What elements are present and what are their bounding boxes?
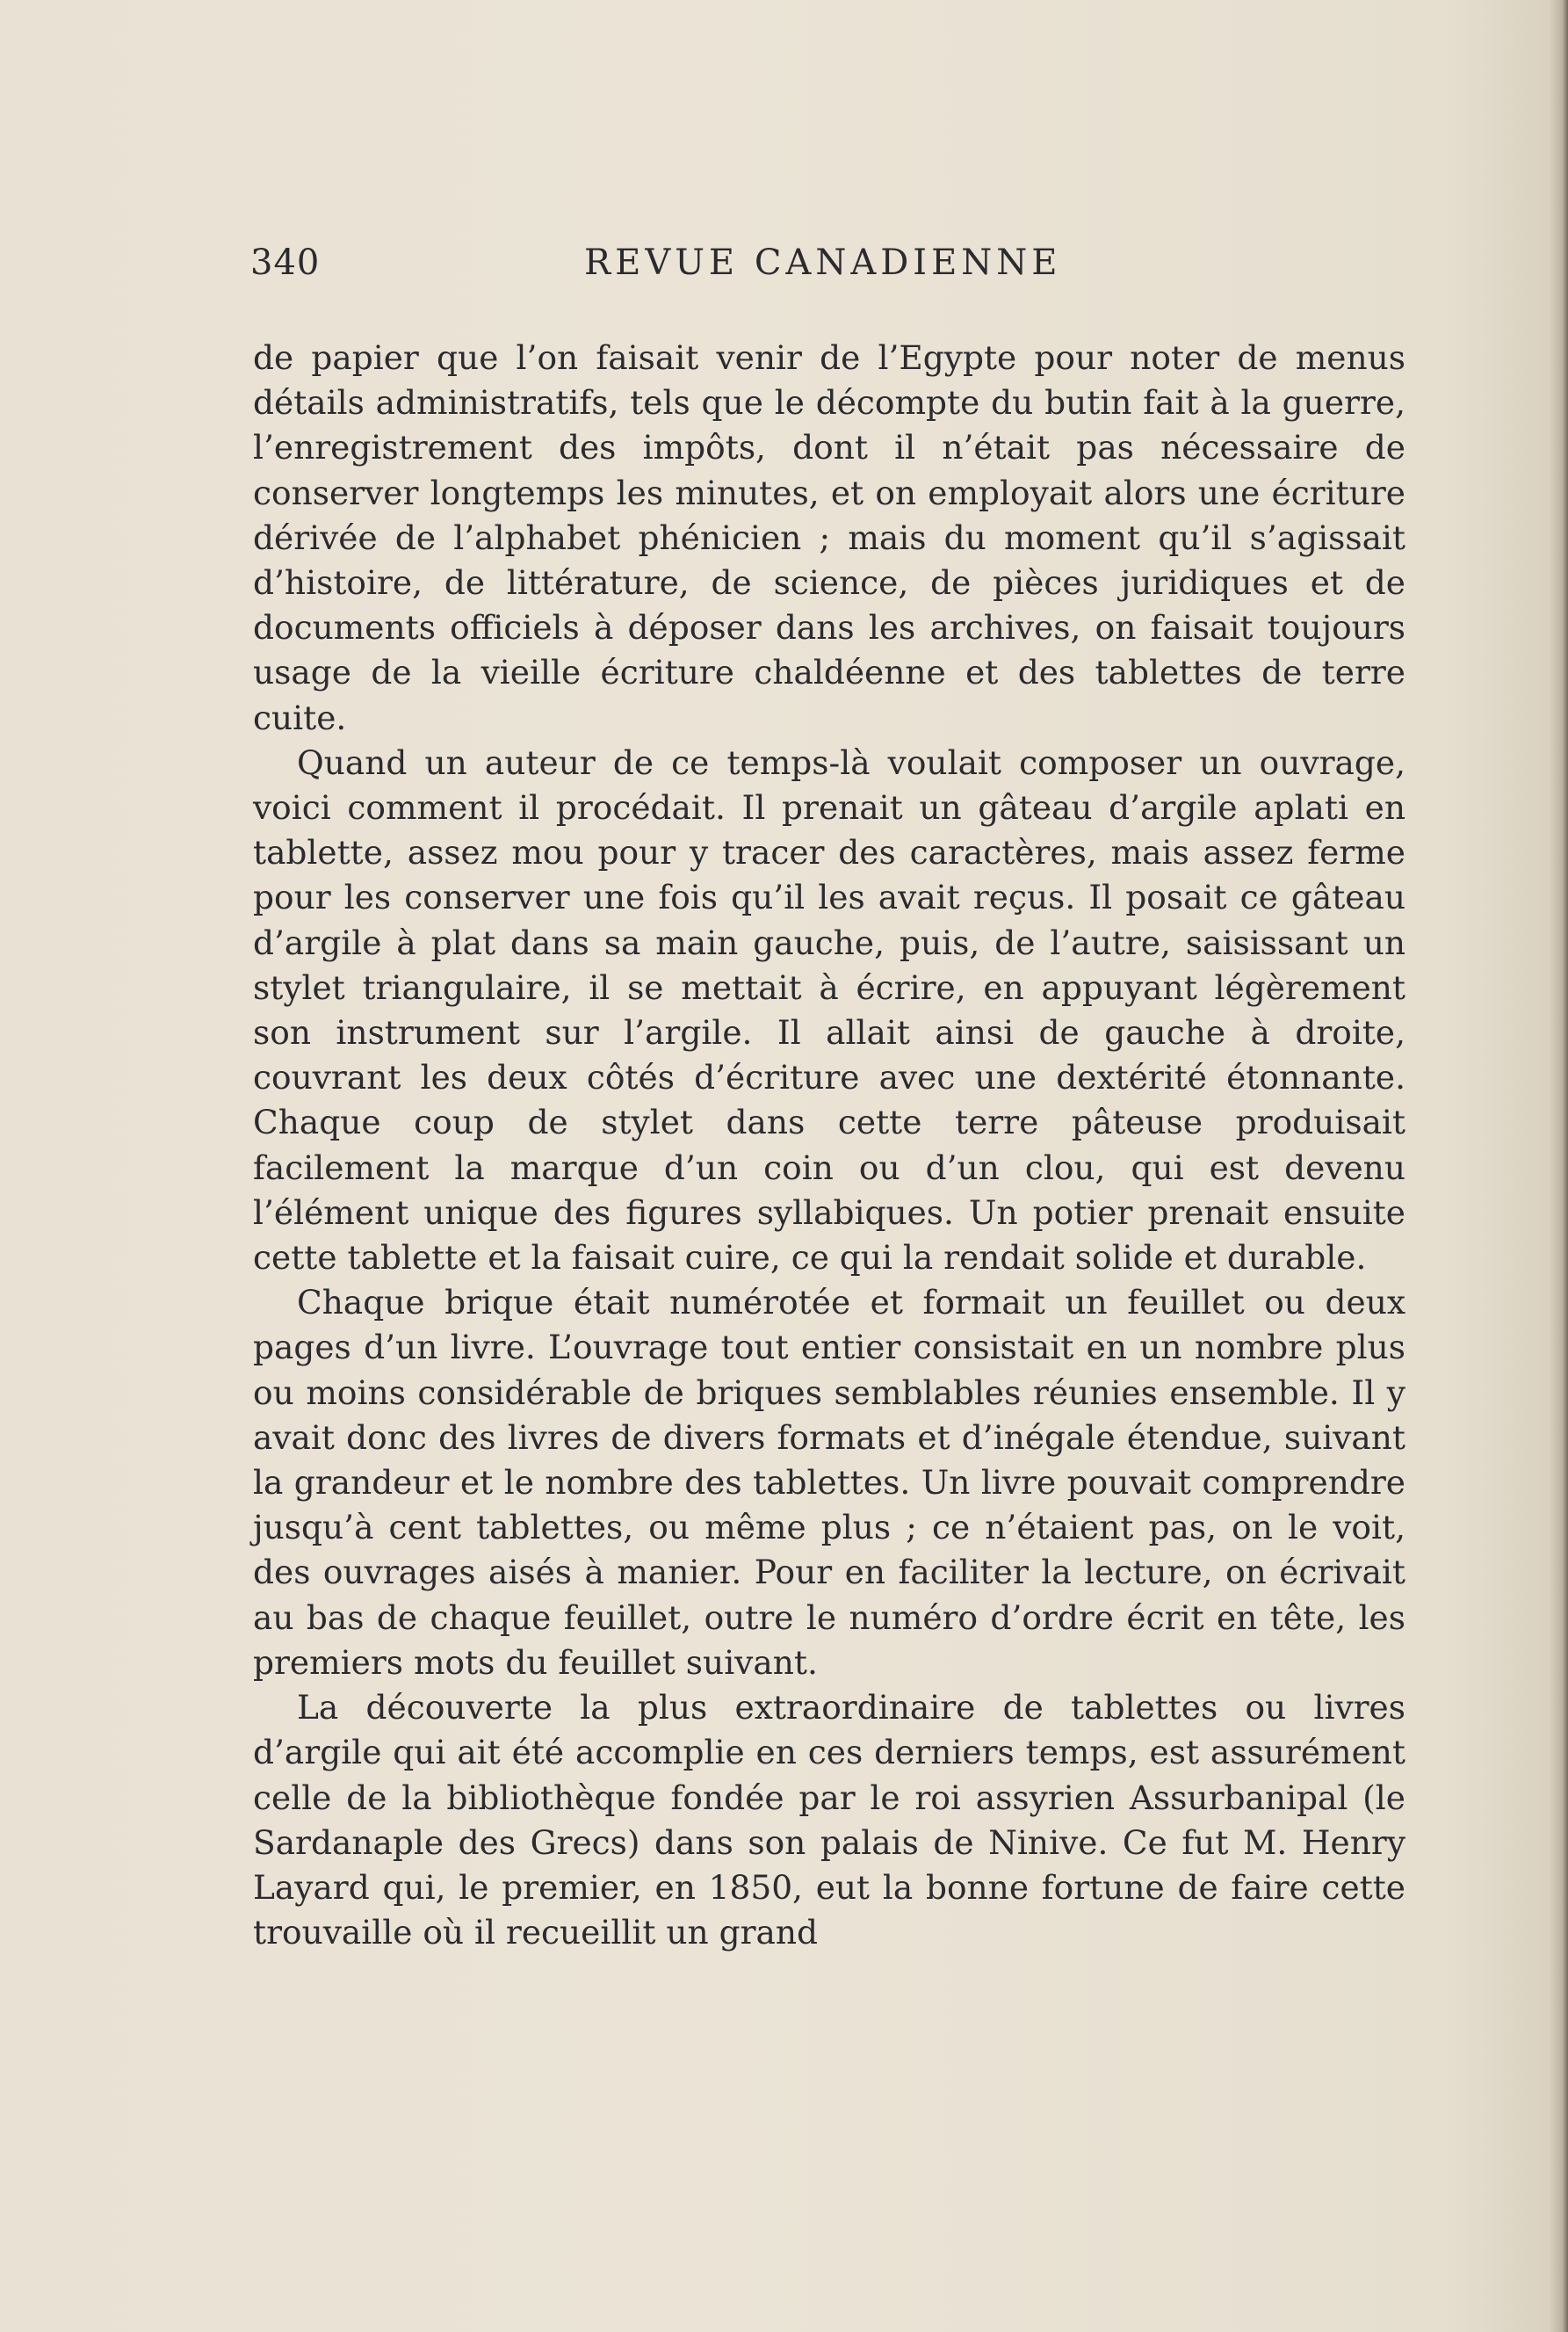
running-title: REVUE CANADIENNE [584, 243, 1062, 283]
paragraph: Chaque brique était numérotée et formait un feuillet ou deux pages d’un livre. L’ouvrage tout entier consistait en un nombre plus ou moins considérable de briques semblables réunies ensemble. Il y avait donc des livres de divers formats et d’inégale étendue, suivant la grandeur et le nombre des tablettes. Un livre pouvait comprendre jusqu’à cent tablettes, ou même plus ; ce n’étaient pas, on le voit, des ouvrages aisés à manier. Pour en faciliter la lecture, on écrivait au bas de chaque feuillet, outre le numéro d’ordre écrit en tête, les premiers mots du feuillet suivant. [253, 1283, 1405, 1682]
page-edge-shadow [1549, 0, 1568, 2332]
page-header [250, 243, 1427, 295]
body-text [253, 336, 1405, 1955]
page-number: 340 [250, 243, 321, 283]
paragraph: de papier que l’on faisait venir de l’Egypte pour noter de menus détails administratifs, tels que le décompte du butin fait à la guerre, l’enregistrement des impôts, dont il n’était pas nécessaire de conserver longtemps les minutes, et on employait alors une écriture dérivée de l’alphabet phénicien ; mais du moment qu’il s’agissait d’histoire, de littérature, de science, de pièces juridiques et de documents officiels à déposer dans les archives, on faisait toujours usage de la vieille écriture chaldéenne et des tablettes de terre cuite. [253, 338, 1405, 737]
paragraph: La découverte la plus extraordinaire de tablettes ou livres d’argile qui ait été accomplie en ces derniers temps, est assurément celle de la bibliothèque fondée par le roi assyrien Assurbanipal (le Sardanaple des Grecs) dans son palais de Ninive. Ce fut M. Henry Layard qui, le premier, en 1850, eut la bonne fortune de faire cette trouvaille où il recueillit un grand [253, 1688, 1405, 1952]
paragraph: Quand un auteur de ce temps-là voulait composer un ouvrage, voici comment il procédait. Il prenait un gâteau d’argile aplati en tablette, assez mou pour y tracer des caractères, mais assez ferme pour les conserver une fois qu’il les avait reçus. Il posait ce gâteau d’argile à plat dans sa main gauche, puis, de l’autre, saisissant un stylet triangulaire, il se mettait à écrire, en appuyant légèrement son instrument sur l’argile. Il allait ainsi de gauche à droite, couvrant les deux côtés d’écriture avec une dextérité étonnante. Chaque coup de stylet dans cette terre pâteuse produisait facilement la marque d’un coin ou d’un clou, qui est devenu l’élément unique des figures syllabiques. Un potier prenait ensuite cette tablette et la faisait cuire, ce qui la rendait solide et durable. [253, 742, 1405, 1278]
